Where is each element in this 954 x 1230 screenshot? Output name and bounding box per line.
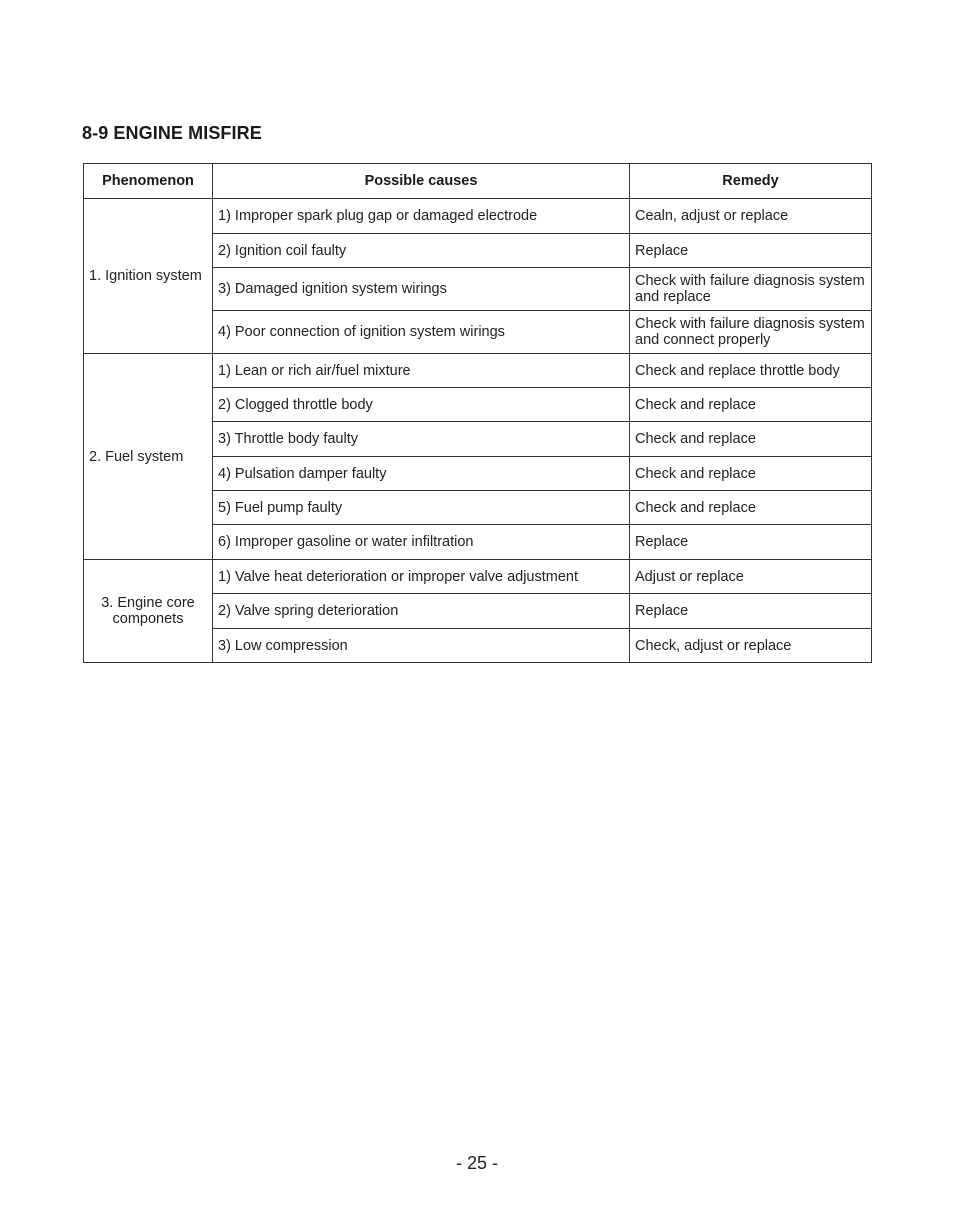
- remedy-cell: Replace: [630, 525, 872, 560]
- section-title: 8-9 ENGINE MISFIRE: [82, 123, 262, 143]
- cause-cell: 1) Valve heat deterioration or improper valve adjustment: [213, 560, 630, 594]
- table-row: [84, 560, 872, 594]
- remedy-cell: Cealn, adjust or replace: [630, 199, 872, 234]
- cause-cell: 4) Pulsation damper faulty: [213, 457, 630, 491]
- cause-cell: 5) Fuel pump faulty: [213, 491, 630, 525]
- cause-cell: 3) Throttle body faulty: [213, 422, 630, 457]
- cause-cell: 1) Lean or rich air/fuel mixture: [213, 354, 630, 388]
- cause-cell: 3) Low compression: [213, 629, 630, 663]
- table-row: [84, 199, 872, 234]
- table-row: [84, 354, 872, 388]
- remedy-cell: Replace: [630, 594, 872, 629]
- remedy-cell: Replace: [630, 234, 872, 268]
- phenomenon-fuel-system: 2. Fuel system: [84, 354, 213, 560]
- misfire-table: [83, 163, 872, 663]
- cause-cell: 2) Ignition coil faulty: [213, 234, 630, 268]
- page-number: - 25 -: [455, 1153, 498, 1173]
- phenomenon-ignition-system: 1. Ignition system: [84, 199, 213, 354]
- header-remedy: Remedy: [630, 164, 872, 199]
- cause-cell: 3) Damaged ignition system wirings: [213, 268, 630, 311]
- remedy-cell: Check with failure diagnosis system and replace: [630, 268, 872, 311]
- phenomenon-engine-core: 3. Engine core componets: [84, 560, 213, 663]
- remedy-cell: Check and replace: [630, 422, 872, 457]
- remedy-cell: Check with failure diagnosis system and connect properly: [630, 311, 872, 354]
- remedy-cell: Check, adjust or replace: [630, 629, 872, 663]
- cause-cell: 2) Clogged throttle body: [213, 388, 630, 422]
- header-phenomenon: Phenomenon: [84, 164, 213, 199]
- header-possible-causes: Possible causes: [213, 164, 630, 199]
- remedy-cell: Check and replace: [630, 388, 872, 422]
- remedy-cell: Check and replace: [630, 457, 872, 491]
- remedy-cell: Check and replace: [630, 491, 872, 525]
- cause-cell: 6) Improper gasoline or water infiltration: [213, 525, 630, 560]
- remedy-cell: Check and replace throttle body: [630, 354, 872, 388]
- cause-cell: 4) Poor connection of ignition system wirings: [213, 311, 630, 354]
- cause-cell: 2) Valve spring deterioration: [213, 594, 630, 629]
- remedy-cell: Adjust or replace: [630, 560, 872, 594]
- cause-cell: 1) Improper spark plug gap or damaged electrode: [213, 199, 630, 234]
- table-header-row: [84, 164, 872, 199]
